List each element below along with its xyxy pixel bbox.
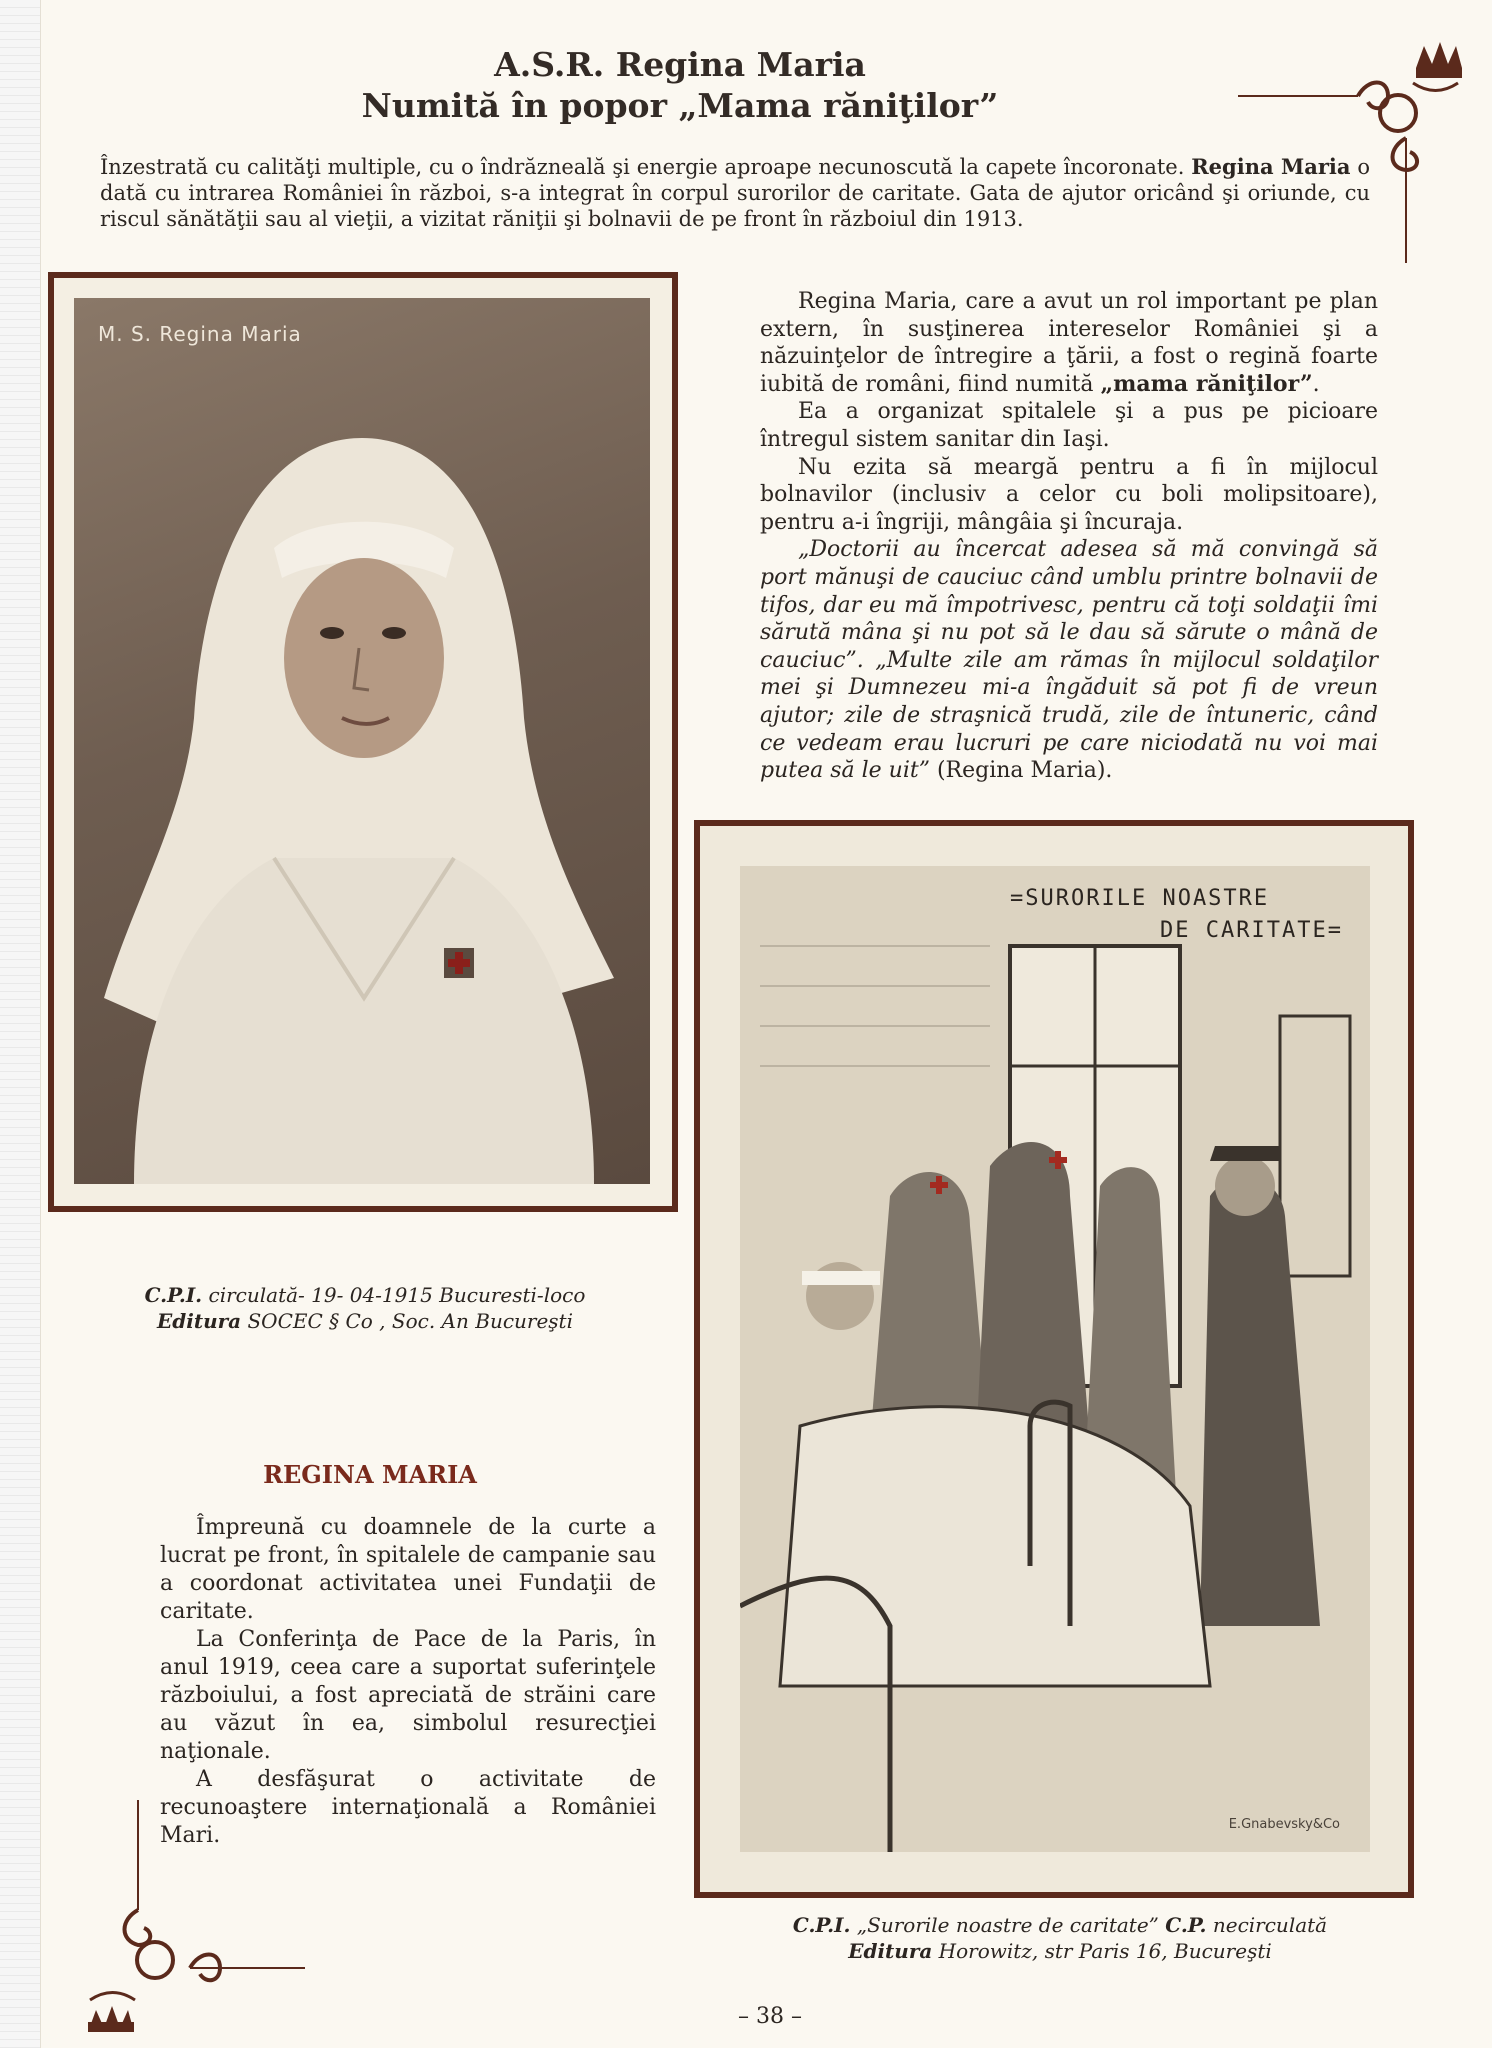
nurse-portrait-icon	[74, 298, 650, 1184]
title-line-2: Numită în popor „Mama răniţilor”	[361, 86, 999, 125]
postcard-signature: E.Gnabevsky&Co	[1228, 1817, 1340, 1832]
page-title	[340, 44, 1020, 126]
right-p4-quote: „Doctorii au încercat adesea să mă convingă să port mănuşi de cauciuc când umblu printre bolnavii de tifos, dar eu mă împotrivesc, pentru că toţi soldaţii îmi sărută mâna şi nu pot să le dau să sărute o mână de cauciuc”. „Multe zile am rămas în mijlocul soldaţilor mei şi Dumnezeu mi-a îngăduit să pot fi de vreun ajutor; zile de straşnică trudă, zile de întuneric, când ce vedeam erau lucruri pe care niciodată nu voi mai putea să le uit”	[760, 537, 1378, 784]
postcard-image	[740, 866, 1370, 1852]
caption2-text-3: Horowitz, str Paris 16, Bucureşti	[932, 1939, 1272, 1963]
caption2-bold-3: Editura	[848, 1939, 933, 1963]
section-p1: Împreună cu doamnele de la curte a lucrat pe front, în spitalele de campanie sau a coordonat activitatea unei Fundaţii de caritate.	[160, 1515, 656, 1624]
section-p3: A desfăşurat o activitate de recunoaştere internaţională a României Mari.	[160, 1767, 656, 1848]
crown-ornament-top-icon	[1238, 38, 1468, 268]
postcard-frame	[694, 820, 1414, 1898]
caption2-text-2: necirculată	[1206, 1913, 1328, 1937]
intro-text-1: Înzestrată cu calităţi multiple, cu o îndrăzneală şi energie aproape necunoscută la capete încoronate.	[100, 155, 1192, 179]
caption1-bold-1: C.P.I.	[144, 1283, 203, 1307]
caption2-text-1: „Surorile noastre de caritate”	[850, 1913, 1166, 1937]
caption1-text-1: circulată- 19- 04-1915 Bucuresti-loco	[202, 1283, 586, 1307]
title-line-1: A.S.R. Regina Maria	[494, 45, 866, 84]
postcard-title-2: DE CARITATE=	[1160, 918, 1343, 943]
hospital-scene-icon	[740, 866, 1370, 1852]
right-p3: Nu ezita să meargă pentru a fi în mijlocul bolnavilor (inclusiv a celor cu boli molipsitoare), pentru a-i îngriji, mângâia şi încuraja.	[760, 454, 1378, 535]
section-heading: REGINA MARIA	[263, 1460, 477, 1489]
caption2-bold-2: C.P.	[1165, 1913, 1207, 1937]
intro-bold-name: Regina Maria	[1191, 154, 1351, 179]
right-p1-bold: „mama răniţilor”	[1100, 370, 1313, 397]
intro-text-2: o dată cu intrarea României în război, s-a integrat în corpul surorilor de caritate. Gata de ajutor oricând şi oriunde, cu riscul sănătăţii sau al vieţii, a vizitat răniţii şi bolnavii de pe front în războiul din 1913.	[100, 155, 1370, 231]
portrait-frame	[48, 272, 678, 1212]
caption1-text-2: SOCEC § Co , Soc. An Bucureşti	[241, 1309, 573, 1333]
intro-paragraph	[100, 154, 1370, 232]
postcard-caption	[700, 1912, 1420, 1964]
right-p1-text: Regina Maria, care a avut un rol important pe plan extern, în susţinerea intereselor României şi a năzuinţelor de întregire a ţării, a fost o regină foarte iubită de români, fiind numită	[760, 289, 1378, 397]
section-p2: La Conferinţa de Pace de la Paris, în anul 1919, ceea care a suportat suferinţele războiului, a fost apreciată de străini care au văzut în ea, simbolul resurecţiei naţionale.	[160, 1627, 656, 1764]
crown-ornament-bottom-icon	[80, 1800, 310, 2040]
right-p2: Ea a organizat spitalele şi a pus pe picioare întregul sistem sanitar din Iaşi.	[760, 399, 1378, 452]
postcard-title-1: =SURORILE NOASTRE	[1010, 886, 1270, 911]
caption1-bold-2: Editura	[157, 1309, 242, 1333]
right-p4-end: (Regina Maria).	[929, 758, 1113, 784]
right-p1-end: .	[1312, 371, 1320, 397]
portrait-photo	[74, 298, 650, 1184]
binder-edge	[0, 0, 40, 2048]
page-number: – 38 –	[738, 2004, 802, 2029]
right-column-text	[760, 288, 1378, 785]
portrait-inscription: M. S. Regina Maria	[98, 322, 302, 346]
caption2-bold-1: C.P.I.	[792, 1913, 851, 1937]
portrait-caption	[60, 1282, 670, 1334]
